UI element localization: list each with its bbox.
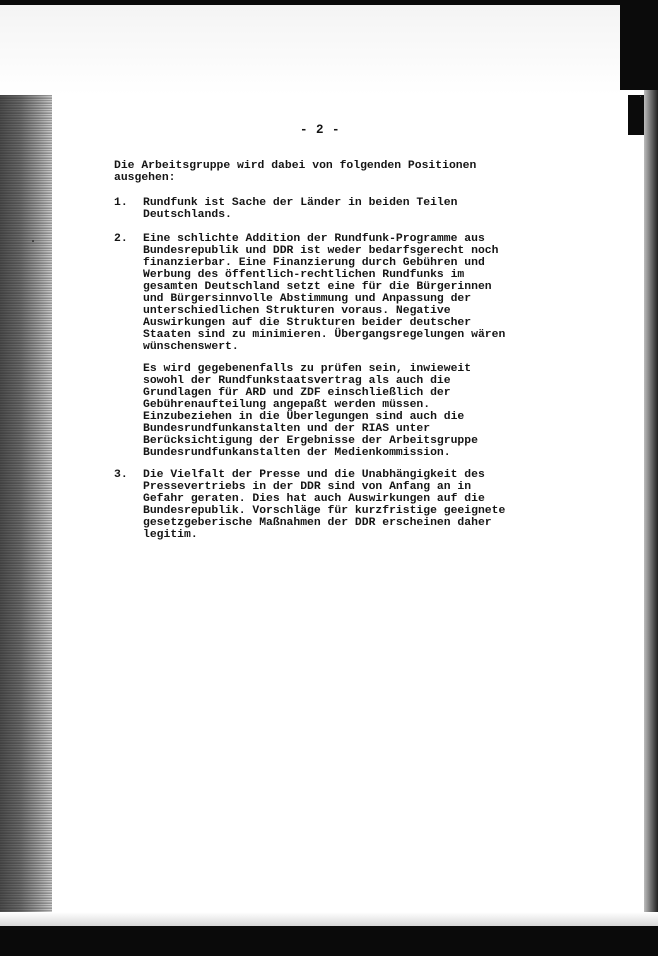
- list-item-text: Eine schlichte Addition der Rundfunk-Programme aus Bundesrepublik und DDR ist weder bedarfsgerecht noch finanzierbar. Eine Finanzierung durch Gebühren und Werbung des öffentlich-rechtlichen Rundfunks im gesamten Deutschland setzt eine für die Bürgerinnen und Bürgersinnvolle Abstimmung und Anpassung der unterschiedlichen Strukturen voraus. Negative Auswirkungen auf die Strukturen beider deutscher Staaten sind zu minimieren. Übergangsregelungen wären wünschenswert.: [143, 233, 506, 353]
- list-item-text: Die Vielfalt der Presse und die Unabhängigkeit des Pressevertriebs in der DDR sind von Anfang an in Gefahr geraten. Dies hat auch Auswirkungen auf die Bundesrepublik. Vorschläge für kurzfristige geeignete gesetzgeberische Maßnahmen der DDR erscheinen daher legitim.: [143, 469, 506, 541]
- list-item-number: 1.: [114, 197, 128, 209]
- list-item-number: 3.: [114, 469, 128, 481]
- list-item-number: 2.: [114, 233, 128, 245]
- list-item-continuation-text: Es wird gegebenenfalls zu prüfen sein, inwieweit sowohl der Rundfunkstaatsvertrag als auch die Grundlagen für ARD und ZDF einschließlich der Gebührenaufteilung angepaßt werden müssen. Einzubeziehen in die Überlegungen sind auch die Bundesrundfunkanstalten und der RIAS unter Berücksichtigung der Ergebnisse der Arbeitsgruppe Bundesrundfunkanstalten der Medienkommission.: [143, 363, 478, 459]
- intro-paragraph: Die Arbeitsgruppe wird dabei von folgenden Positionen ausgehen:: [114, 160, 477, 184]
- list-item-text: Rundfunk ist Sache der Länder in beiden Teilen Deutschlands.: [143, 197, 458, 221]
- page-number: - 2 -: [300, 123, 341, 137]
